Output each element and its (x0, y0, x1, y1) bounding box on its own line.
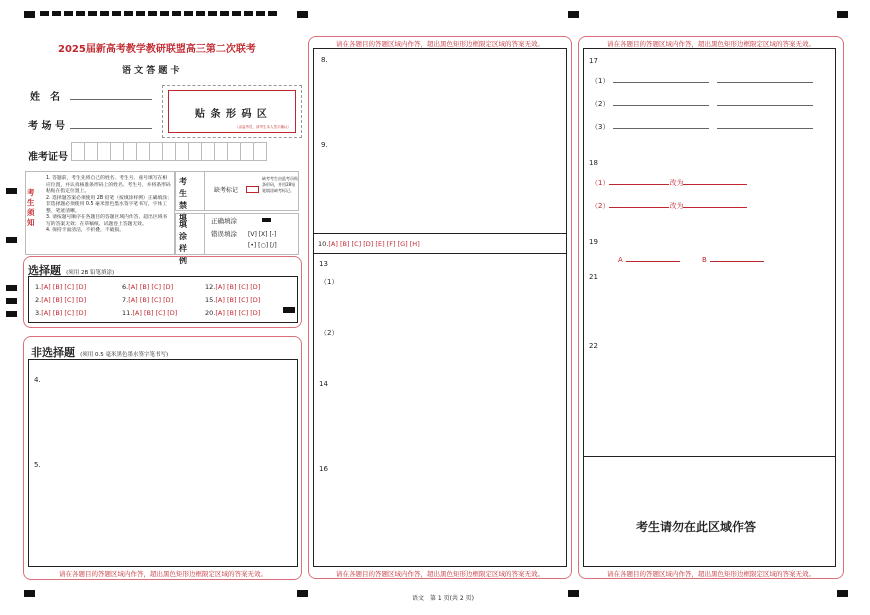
nonchoice-title: 非选择题 (须用 0.5 毫米黑色墨水签字笔书写) (31, 346, 169, 359)
question-14-number: 14 (319, 380, 328, 388)
question-5-number: 5. (34, 461, 41, 469)
timing-mark (6, 237, 17, 243)
timing-mark (24, 11, 35, 18)
timing-mark (297, 11, 308, 18)
barcode-area (162, 85, 302, 138)
barcode-label: 贴 条 形 码 区 (195, 109, 268, 120)
barcode-note: （由监考员，请考生本人签字确认） (235, 125, 291, 129)
notice-label: 考生须知 (27, 188, 35, 227)
question-17-part-3: （3） (591, 122, 813, 132)
timing-mark (837, 11, 848, 18)
room-label: 考 场 号 (28, 121, 65, 132)
question-13-number: 13 (319, 260, 328, 268)
warning-text: 请在各题目的答题区域内作答，超出黑色矩形边框限定区域的答案无效。 (607, 570, 815, 578)
choice-row: 6.[A] [B] [C] [D] (122, 283, 174, 291)
question-21-number: 21 (589, 273, 598, 281)
question-17-part-1: （1） (591, 76, 813, 86)
question-19-number: 19 (589, 238, 598, 246)
timing-mark (6, 311, 17, 317)
question-19-answers: A B (618, 256, 764, 264)
answer-box-10-16 (313, 234, 567, 567)
answer-box-8-9[interactable] (313, 48, 567, 234)
fill-example-label: 填涂样例 (179, 220, 193, 265)
choice-row: 1.[A] [B] [C] [D] (35, 283, 87, 291)
choice-row: 20.[A] [B] [C] [D] (205, 309, 261, 317)
wrong-fill-label: 错误填涂 (211, 230, 237, 238)
timing-mark (6, 188, 17, 194)
choice-row: 2.[A] [B] [C] [D] (35, 296, 87, 304)
correct-fill-label: 正确填涂 (211, 217, 237, 225)
timing-mark (24, 590, 35, 597)
question-17-number: 17 (589, 57, 598, 65)
question-4-number: 4. (34, 376, 41, 384)
warning-text: 请在各题目的答题区域内作答，超出黑色矩形边框限定区域的答案无效。 (59, 570, 267, 578)
question-13-part-1: （1） (320, 278, 339, 286)
timing-mark (568, 11, 579, 18)
correct-fill-sample (262, 218, 271, 222)
choice-row: 12.[A] [B] [C] [D] (205, 283, 261, 291)
name-label: 姓 名 (30, 92, 60, 103)
timing-mark (837, 590, 848, 597)
id-label: 准考证号 (28, 152, 68, 163)
question-8-number: 8. (321, 56, 328, 64)
question-18-part-1: （1） 改为 (591, 178, 747, 188)
choice-row: 7.[A] [B] [C] [D] (122, 296, 174, 304)
choice-row: 15.[A] [B] [C] [D] (205, 296, 261, 304)
timing-mark (6, 285, 17, 291)
wrong-fill-samples: [V] [X] [-] [•] [○] [/] (248, 231, 277, 249)
exam-title: 2025届新高考教学教研联盟高三第二次联考 (58, 44, 256, 55)
warning-text: 请在各题目的答题区域内作答，超出黑色矩形边框限定区域的答案无效。 (336, 40, 544, 48)
absent-label: 考生禁填 (179, 177, 193, 222)
absent-mark-box[interactable] (246, 186, 259, 193)
notice-text: 1. 答题前，考生先将自己的姓名、考生号、座号填写在相应位置，并认真核准条形码上的姓名、考生号，并将条形码粘贴在指定位置上。 2. 选择题答案必须使用 2B 铅笔（按填涂样例）正确填涂；非选择题必须使用 0.5 毫米黑色墨水签字笔书写，字体工整、笔迹清晰。 3. 请按题号顺序在各题目的答题区域内作答，超出区域书写的答案无效；在草稿纸、试题卷上答题无效。 4. 保持卡面清洁，不折叠，不破损。 (46, 176, 172, 233)
timing-mark (568, 590, 579, 597)
question-10-row: 10.[A] [B] [C] [D] [E] [F] [G] [H] (318, 240, 420, 248)
absent-mark-label: 缺考标记 (214, 187, 239, 194)
room-field[interactable] (70, 128, 152, 129)
timing-mark (6, 298, 17, 304)
question-18-number: 18 (589, 159, 598, 167)
question-9-number: 9. (321, 141, 328, 149)
question-16-number: 16 (319, 465, 328, 473)
question-22-number: 22 (589, 342, 598, 350)
warning-text: 请在各题目的答题区域内作答，超出黑色矩形边框限定区域的答案无效。 (336, 570, 544, 578)
page-footer: 语文 第 1 页(共 2 页) (412, 595, 474, 602)
name-field[interactable] (70, 99, 152, 100)
id-number-boxes[interactable] (72, 142, 267, 165)
question-17-part-2: （2） (591, 99, 813, 109)
absent-note: 缺考考生由监考员贴条形码，并用2B铅笔填涂缺考标记。 (262, 176, 298, 193)
answer-box-4-5[interactable] (28, 359, 298, 567)
choice-title: 选择题 (须用 2B 铅笔填涂) (28, 264, 115, 277)
choice-row: 3.[A] [B] [C] [D] (35, 309, 87, 317)
choice-row: 11.[A] [B] [C] [D] (122, 309, 178, 317)
question-18-part-2: （2） 改为 (591, 201, 747, 211)
card-title: 语 文 答 题 卡 (122, 66, 180, 76)
no-answer-zone-text: 考生请勿在此区域作答 (636, 520, 757, 534)
question-13-part-2: （2） (320, 329, 339, 337)
timing-mark (297, 590, 308, 597)
warning-text: 请在各题目的答题区域内作答，超出黑色矩形边框限定区域的答案无效。 (607, 40, 815, 48)
